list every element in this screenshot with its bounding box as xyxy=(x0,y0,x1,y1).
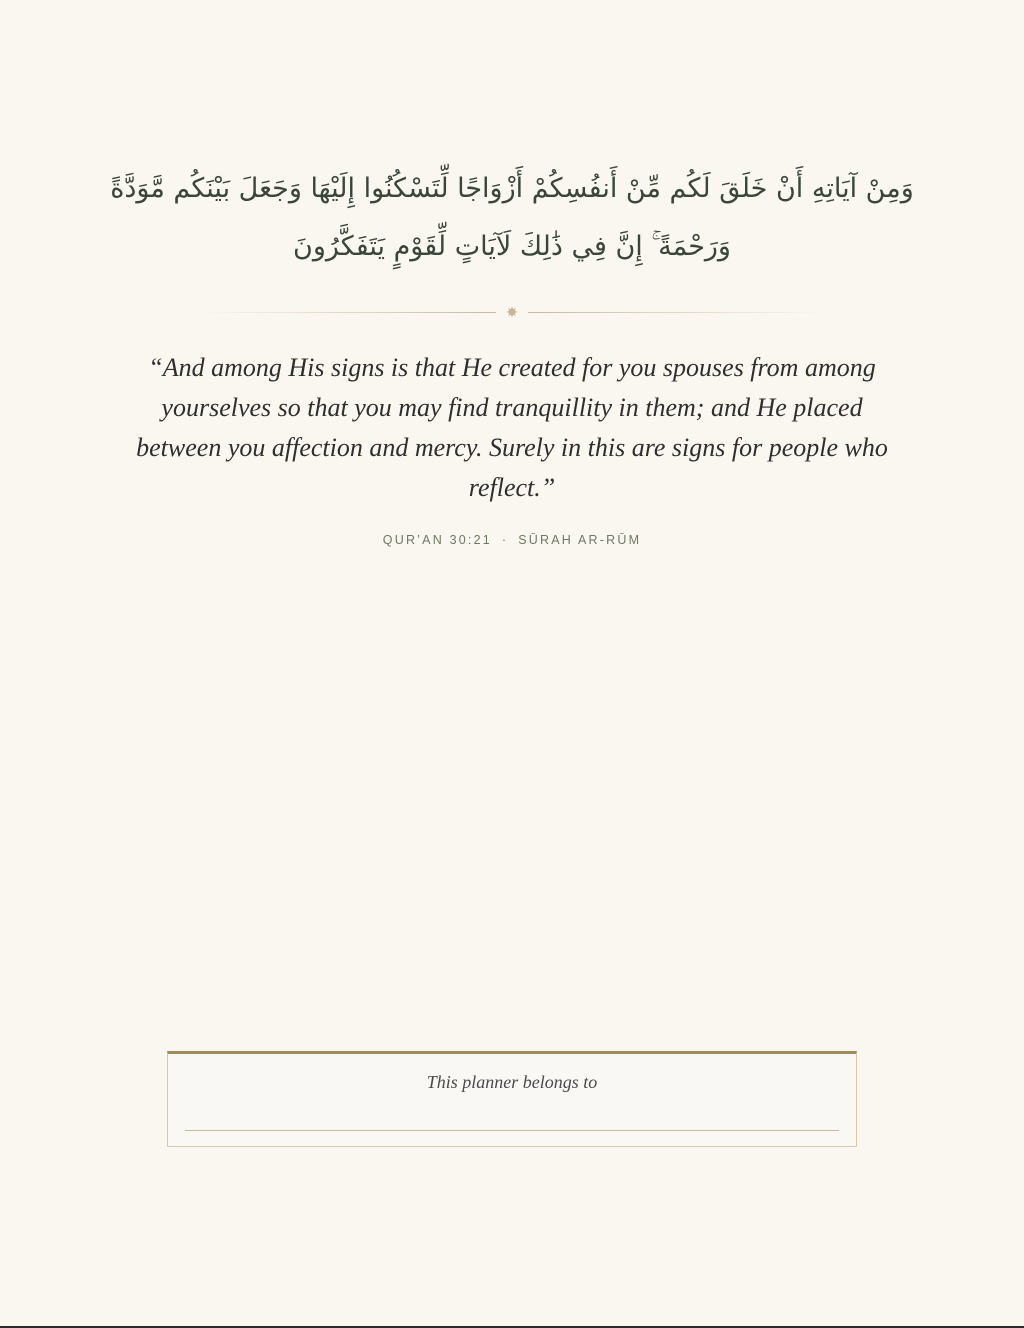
owner-label: This planner belongs to xyxy=(426,1072,598,1092)
arabic-verse: وَمِنْ آيَاتِهِ أَنْ خَلَقَ لَكُم مِّنْ أَنفُسِكُمْ أَزْوَاجًا لِّتَسْكُنُوا إِلَيْهَا وَجَعَلَ بَيْنَكُم مَّوَدَّةً وَرَحْمَةً ۚ إِنَّ فِي ذَٰلِكَ لَآيَاتٍ لِّقَوْمٍ يَتَفَكَّرُونَ xyxy=(110,173,914,262)
surah-name: SŪRAH AR-RŪM xyxy=(518,533,642,547)
divider-line-left xyxy=(200,312,496,313)
reference-citation: QUR’AN 30:21 xyxy=(382,533,492,547)
verse-reference xyxy=(200,533,824,547)
divider-line-right xyxy=(528,312,824,313)
reference-separator: · xyxy=(501,533,509,547)
owner-name-line[interactable] xyxy=(185,1130,839,1131)
owner-nameplate xyxy=(167,1051,857,1147)
eight-point-star-icon: ✸ xyxy=(506,305,518,321)
verse-translation: “And among His signs is that He created for you spouses from among yourselves so that you may find tranquillity in them; and He placed between you affection and mercy. Surely in this are signs for people who reflect.” xyxy=(136,353,888,502)
ornamental-divider xyxy=(200,303,824,323)
